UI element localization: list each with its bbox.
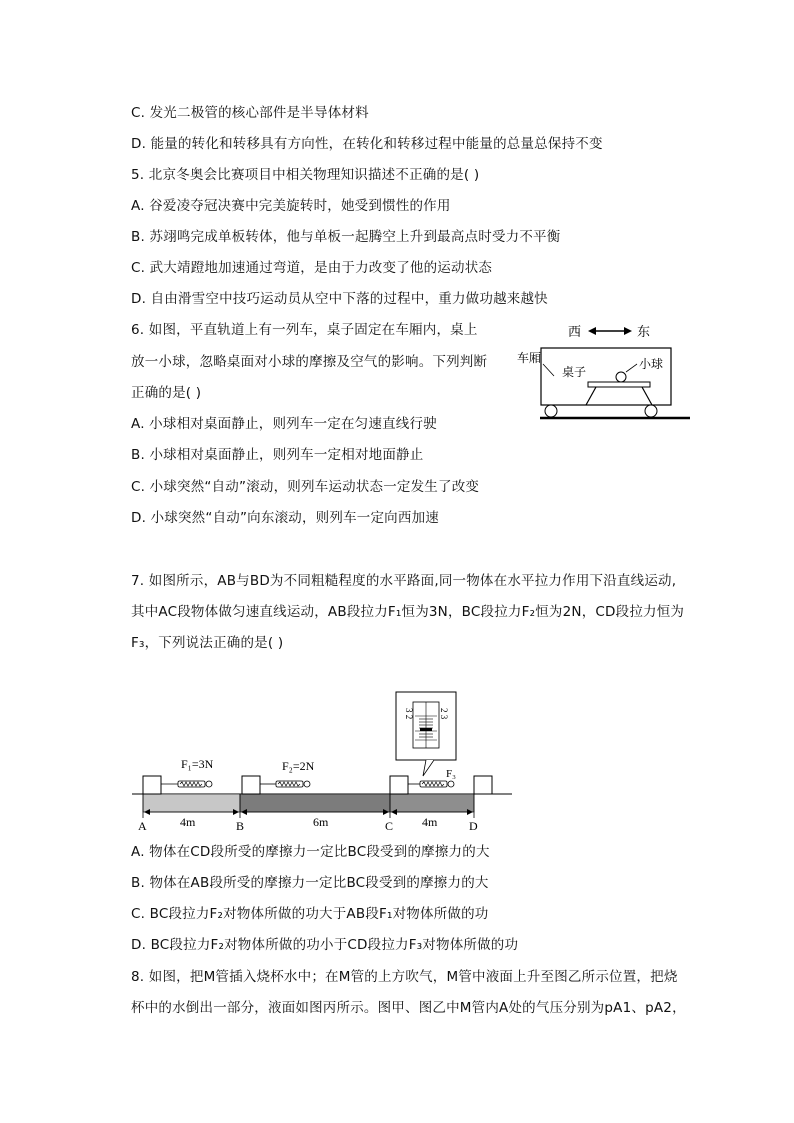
q4-option-d: D. 能量的转化和转移具有方向性，在转化和转移过程中能量的总量总保持不变 xyxy=(131,136,603,152)
east-label: 东 xyxy=(637,325,651,340)
q6-option-c: C. 小球突然“自动”滚动，则列车运动状态一定发生了改变 xyxy=(131,479,480,495)
gauge-left-numbers: 3 2 xyxy=(404,708,414,720)
force-f2-label: F₂=2N xyxy=(282,759,315,773)
table-top xyxy=(588,382,650,387)
gauge-right-numbers: 2 3 xyxy=(439,708,449,720)
block-2 xyxy=(242,776,260,794)
ball-label: 小球 xyxy=(639,357,664,371)
q7-option-a: A. 物体在CD段所受的摩擦力一定比BC段受到的摩擦力的大 xyxy=(131,844,490,860)
carriage-label: 车厢 xyxy=(517,351,542,365)
direction-arrow-icon xyxy=(588,327,632,335)
q6-figure xyxy=(510,318,700,428)
q5-option-b: B. 苏翊鸣完成单板转体，他与单板一起腾空上升到最高点时受力不平衡 xyxy=(131,229,561,245)
q7-option-d: D. BC段拉力F₂对物体所做的功小于CD段拉力F₃对物体所做的功 xyxy=(131,937,519,953)
q7-option-b: B. 物体在AB段所受的摩擦力一定比BC段受到的摩擦力的大 xyxy=(131,875,489,891)
q7-figure xyxy=(130,688,520,836)
spring-scale-1-icon xyxy=(161,781,212,787)
q8-stem-line1: 8. 如图，把M管插入烧杯水中；在M管的上方吹气，M管中液面上升至图乙所示位置，把烧 xyxy=(131,969,678,985)
wheel-right xyxy=(645,405,657,417)
west-label: 西 xyxy=(568,325,582,340)
carriage-pointer xyxy=(543,364,554,376)
table-leg-left xyxy=(586,387,596,405)
block-4 xyxy=(474,776,492,794)
q7-stem-line1: 7. 如图所示，AB与BD为不同粗糙程度的水平路面,同一物体在水平拉力作用下沿直线运动, xyxy=(131,573,677,589)
q5-option-c: C. 武大靖蹬地加速通过弯道，是由于力改变了他的运动状态 xyxy=(131,260,493,276)
point-a: A xyxy=(138,819,147,833)
q5-stem: 5. 北京冬奥会比赛项目中相关物理知识描述不正确的是( ) xyxy=(131,167,480,183)
spring-scale-3-icon xyxy=(408,781,454,787)
segment-bc-length: 6m xyxy=(313,815,329,829)
block-3 xyxy=(390,776,408,794)
force-f3-label: F₃ xyxy=(446,768,456,780)
q6-stem-line3: 正确的是( ) xyxy=(131,385,202,401)
q7-option-c: C. BC段拉力F₂对物体所做的功大于AB段F₁对物体所做的功 xyxy=(131,906,489,922)
force-f1-label: F₁=3N xyxy=(181,757,214,771)
road-cd xyxy=(390,794,474,812)
q8-stem-line2: 杯中的水倒出一部分，液面如图丙所示。图甲、图乙中M管内A处的气压分别为pA1、pA2， xyxy=(131,1000,686,1016)
table-label: 桌子 xyxy=(562,365,587,379)
ball-pointer xyxy=(626,364,637,372)
q5-option-a: A. 谷爱凌夺冠决赛中完美旋转时，她受到惯性的作用 xyxy=(131,198,451,214)
road-bc xyxy=(240,794,390,812)
point-c: C xyxy=(385,819,394,833)
gauge-callout xyxy=(396,692,456,776)
road-ab xyxy=(143,794,240,812)
spring-scale-2-icon xyxy=(260,781,310,787)
segment-ab-length: 4m xyxy=(180,815,196,829)
point-b: B xyxy=(236,819,245,833)
block-1 xyxy=(143,776,161,794)
q4-option-c: C. 发光二极管的核心部件是半导体材料 xyxy=(131,105,369,121)
q6-option-d: D. 小球突然“自动”向东滚动，则列车一定向西加速 xyxy=(131,510,439,526)
point-d: D xyxy=(469,819,478,833)
q6-option-a: A. 小球相对桌面静止，则列车一定在匀速直线行驶 xyxy=(131,416,437,432)
q7-stem-line2: 其中AC段物体做匀速直线运动，AB段拉力F₁恒为3N，BC段拉力F₂恒为2N，CD段拉力恒为 xyxy=(131,604,685,620)
segment-cd-length: 4m xyxy=(422,815,438,829)
table-leg-right xyxy=(642,387,652,405)
q5-option-d: D. 自由滑雪空中技巧运动员从空中下落的过程中，重力做功越来越快 xyxy=(131,291,548,307)
wheel-left xyxy=(545,405,557,417)
q6-stem-line2: 放一小球，忽略桌面对小球的摩擦及空气的影响。下列判断 xyxy=(131,354,488,370)
q6-option-b: B. 小球相对桌面静止，则列车一定相对地面静止 xyxy=(131,447,424,463)
ball xyxy=(616,372,626,382)
q7-stem-line3: F₃，下列说法正确的是( ) xyxy=(131,635,284,651)
q6-stem-line1: 6. 如图，平直轨道上有一列车，桌子固定在车厢内，桌上 xyxy=(131,322,478,338)
